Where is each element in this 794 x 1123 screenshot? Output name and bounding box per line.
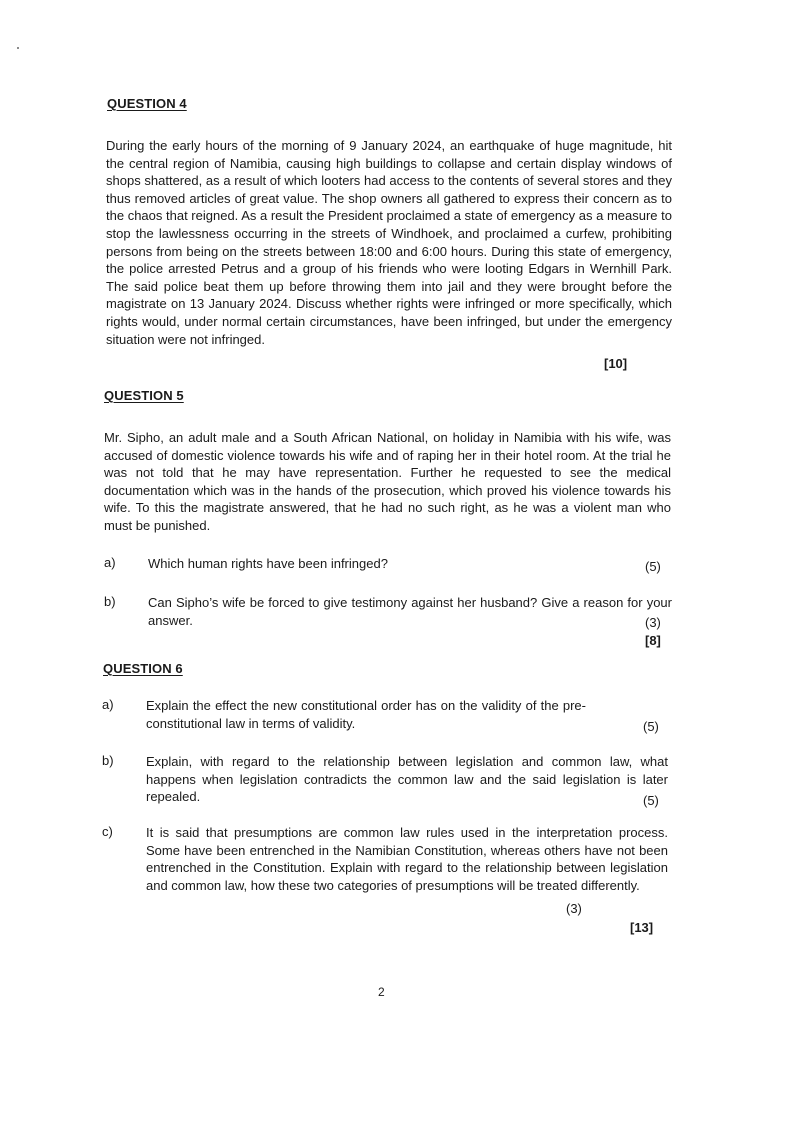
question-6c-marks: (3)	[566, 901, 582, 916]
question-6a-label: a)	[102, 697, 114, 712]
question-5-body: Mr. Sipho, an adult male and a South African National, on holiday in Namibia with his wife, was accused of domestic violence towards his wife and of raping her in their hotel room. At the trial he was not told that he may have representation. Further he requested to see the medical documentation which was in the hands of the prosecution, which proved his violence towards his wife. To this the magistrate answered, that he had no such right, as he was a violent man who must be punished.	[104, 430, 671, 533]
question-5-heading: QUESTION 5	[104, 388, 184, 403]
question-4-body: During the early hours of the morning of 9 January 2024, an earthquake of huge magnitude, hit the central region of Namibia, causing high buildings to collapse and certain display windows of shops shattered, as a result of which looters had access to the contents of several stores and they thus removed articles of great value. The shop owners all gathered to express their concern as to the chaos that reigned. As a result the President proclaimed a state of emergency as a measure to stop the lawlessness occurring in the streets of Windhoek, and proclaimed a curfew, prohibiting persons from being on the streets between 18:00 and 6:00 hours. During this state of emergency, the police arrested Petrus and a group of his friends who were looting Edgars in Wernhill Park. The said police beat them up before throwing them into jail and they were brought before the magistrate on 13 January 2024. Discuss whether rights were infringed or more specifically, which rights would, under normal certain circumstances, have been infringed, but under the emergency situation were not infringed.	[106, 138, 672, 347]
question-5b-text: Can Sipho’s wife be forced to give testimony against her husband? Give a reason for your answer.	[148, 595, 672, 628]
question-5a-marks: (5)	[645, 559, 661, 574]
question-5b-marks: (3)	[645, 615, 661, 630]
question-6c-label: c)	[102, 824, 113, 839]
question-6-total-marks: [13]	[630, 920, 654, 935]
question-6-heading: QUESTION 6	[103, 661, 183, 676]
question-4-total-marks: [10]	[604, 356, 628, 371]
scan-speck	[17, 47, 19, 49]
question-4-heading: QUESTION 4	[107, 96, 187, 111]
question-6a-text: Explain the effect the new constitutional order has on the validity of the pre-constitutional law in terms of validity.	[146, 698, 586, 731]
question-5-total-marks: [8]	[645, 633, 661, 648]
question-5a-label: a)	[104, 555, 116, 570]
question-6a-marks: (5)	[643, 719, 659, 734]
question-6b-label: b)	[102, 753, 114, 768]
question-5b-label: b)	[104, 594, 116, 609]
question-5a-text: Which human rights have been infringed?	[148, 556, 388, 571]
question-6b-marks: (5)	[643, 793, 659, 808]
page-number: 2	[378, 985, 385, 999]
question-6b-text: Explain, with regard to the relationship between legislation and common law, what happens when legislation contradicts the common law and the said legislation is later repealed.	[146, 754, 668, 805]
question-6c-text: It is said that presumptions are common law rules used in the interpretation process. Some have been entrenched in the Namibian Constitution, whereas others have not been entrenched in the Constitution. Explain with regard to the relationship between legislation and common law, how these two categories of presumptions will be treated differently.	[146, 825, 668, 893]
